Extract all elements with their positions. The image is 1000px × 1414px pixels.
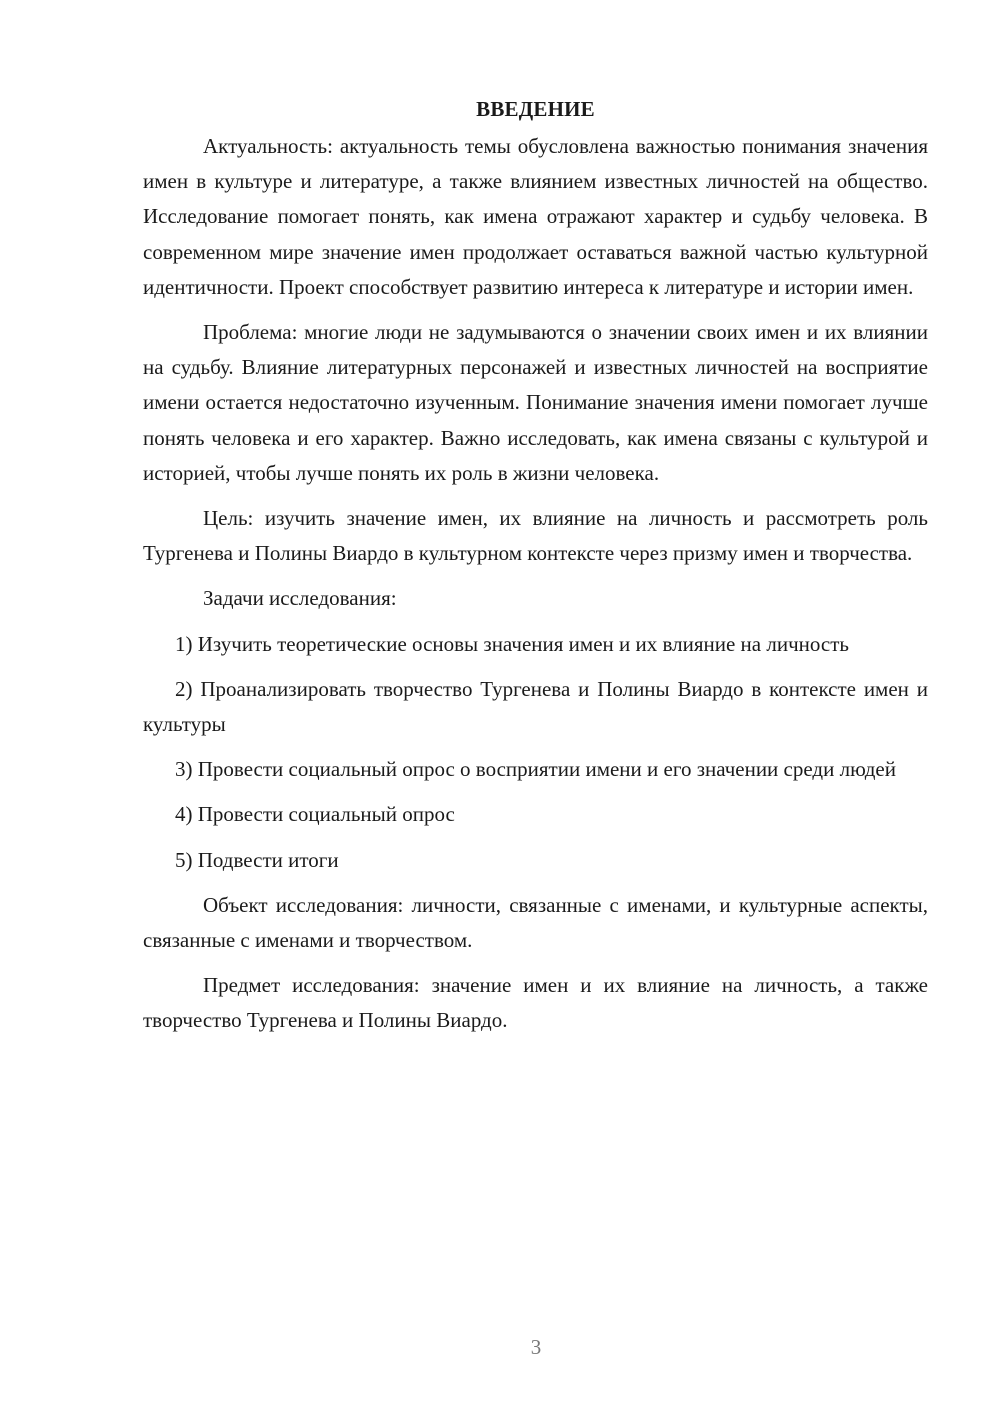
section-heading: ВВЕДЕНИЕ <box>476 97 595 121</box>
relevance-paragraph: Актуальность: актуальность темы обусловлена важностью понимания значения имен в культуре и литературе, а также влиянием известных личностей на общество. Исследование помогает понять, как имена отражают характер и судьбу человека. В современном мире значение имен продолжает оставаться важной частью культурной идентичности. Проект способствует развитию интереса к литературе и истории имен. <box>143 134 928 299</box>
page-content <box>143 92 928 1049</box>
subject-paragraph: Предмет исследования: значение имен и их влияние на личность, а также творчество Тургенева и Полины Виардо. <box>143 973 928 1033</box>
tasks-title: Задачи исследования: <box>203 586 397 611</box>
object-paragraph: Объект исследования: личности, связанные с именами, и культурные аспекты, связанные с именами и творчеством. <box>143 892 928 953</box>
task-item-2: 2) Проанализировать творчество Тургенева и Полины Виардо в контексте имен и культуры <box>143 676 928 737</box>
task-item-5: 5) Подвести итоги <box>175 847 339 872</box>
task-item-4: 4) Провести социальный опрос <box>175 802 455 827</box>
goal-paragraph: Цель: изучить значение имен, их влияние на личность и рассмотреть роль Тургенева и Полины Виардо в культурном контексте через призму имен и творчества. <box>143 506 928 566</box>
page-number: 3 <box>530 1335 542 1359</box>
task-item-1: 1) Изучить теоретические основы значения имен и их влияние на личность <box>175 631 849 656</box>
task-item-3: 3) Провести социальный опрос о восприятии имени и его значении среди людей <box>175 757 896 782</box>
problem-paragraph: Проблема: многие люди не задумываются о значении своих имен и их влиянии на судьбу. Влияние литературных персонажей и известных личностей на восприятие имени остается недостаточно изученным. Понимание значения имени помогает лучше понять человека и его характер. Важно исследовать, как имена связаны с культурой и историей, чтобы лучше понять их роль в жизни человека. <box>143 320 928 485</box>
